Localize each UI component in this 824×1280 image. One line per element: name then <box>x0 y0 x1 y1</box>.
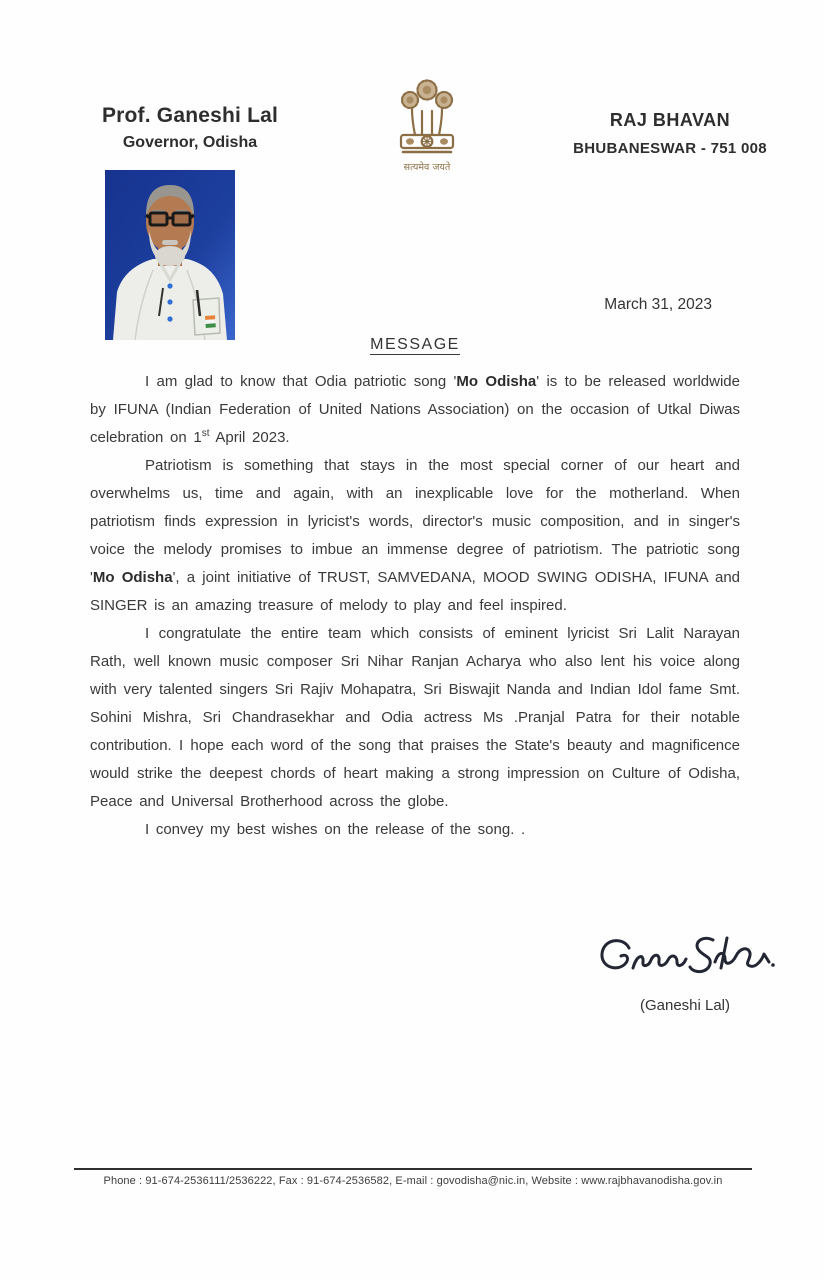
heading-wrap <box>90 336 740 354</box>
p1-text: I am glad to know that Odia patriotic song ' <box>145 373 457 390</box>
letterhead-right <box>540 110 800 157</box>
governor-name: Prof. Ganeshi Lal <box>101 104 279 127</box>
letterhead-left <box>60 104 320 152</box>
governor-photo <box>105 170 235 340</box>
p2-text: Patriotism is something that stays in the most special corner of our heart and overwhelms us, time and again, with an inexplicable love for the motherland. When patriotism finds expression in lyricist's words, director's music composition, and in singer's voice the melody promises to imbue an immense degree of patriotism. The patriotic song ' <box>90 457 740 586</box>
signatory-name: (Ganeshi Lal) <box>639 997 731 1014</box>
signature-image <box>593 928 778 990</box>
office-address: BHUBANESWAR - 751 008 <box>573 140 767 157</box>
message-heading: MESSAGE <box>370 336 460 353</box>
paragraph-4 <box>90 816 740 844</box>
p1-text-2: ' is to be released worldwide by IFUNA (Indian Federation of United Nations Association) on the occasion of Utkal Diwas celebration on 1 <box>90 373 740 446</box>
p1-text-3: April 2023. <box>209 429 290 446</box>
paragraph-2 <box>90 452 740 620</box>
office-name: RAJ BHAVAN <box>609 110 731 130</box>
emblem-motto: सत्यमेव जयते <box>403 162 451 173</box>
footer-contact-bar <box>74 1168 752 1187</box>
governor-title: Governor, Odisha <box>122 134 258 151</box>
p1-ordinal-sup: st <box>201 428 210 439</box>
p4-text: I convey my best wishes on the release of the song. . <box>145 821 526 838</box>
emblem-graphic <box>382 62 472 200</box>
footer-contact-text: Phone : 91-674-2536111/2536222, Fax : 91-674-2536582, E-mail : govodisha@nic.in, Website : www.rajbhavanodisha.gov.in <box>103 1175 723 1187</box>
p2-song-title: Mo Odisha <box>92 569 173 586</box>
p3-text: I congratulate the entire team which consists of eminent lyricist Sri Lalit Narayan Rath, well known music composer Sri Nihar Ranjan Acharya who also lent his voice along with very talented singers Sri Rajiv Mohapatra, Sri Biswajit Nanda and Indian Idol fame Smt. Sohini Mishra, Sri Chandrasekhar and Odia actress Ms .Pranjal Patra for their notable contribution. I hope each word of the song that praises the State's beauty and magnificence would strike the deepest chords of heart making a strong impression on Culture of Odisha, Peace and Universal Brotherhood across the globe. <box>90 625 740 810</box>
national-emblem-icon <box>382 62 472 200</box>
paragraph-1 <box>90 368 740 452</box>
signature-block <box>585 928 785 1014</box>
letter-body <box>90 368 740 844</box>
paragraph-3 <box>90 620 740 816</box>
p1-song-title: Mo Odisha <box>456 373 537 390</box>
letter-date: March 31, 2023 <box>604 296 712 313</box>
portrait-graphic <box>105 170 235 340</box>
p2-text-2: ', a joint initiative of TRUST, SAMVEDANA, MOOD SWING ODISHA, IFUNA and SINGER is an amazing treasure of melody to play and feel inspired. <box>90 569 741 614</box>
